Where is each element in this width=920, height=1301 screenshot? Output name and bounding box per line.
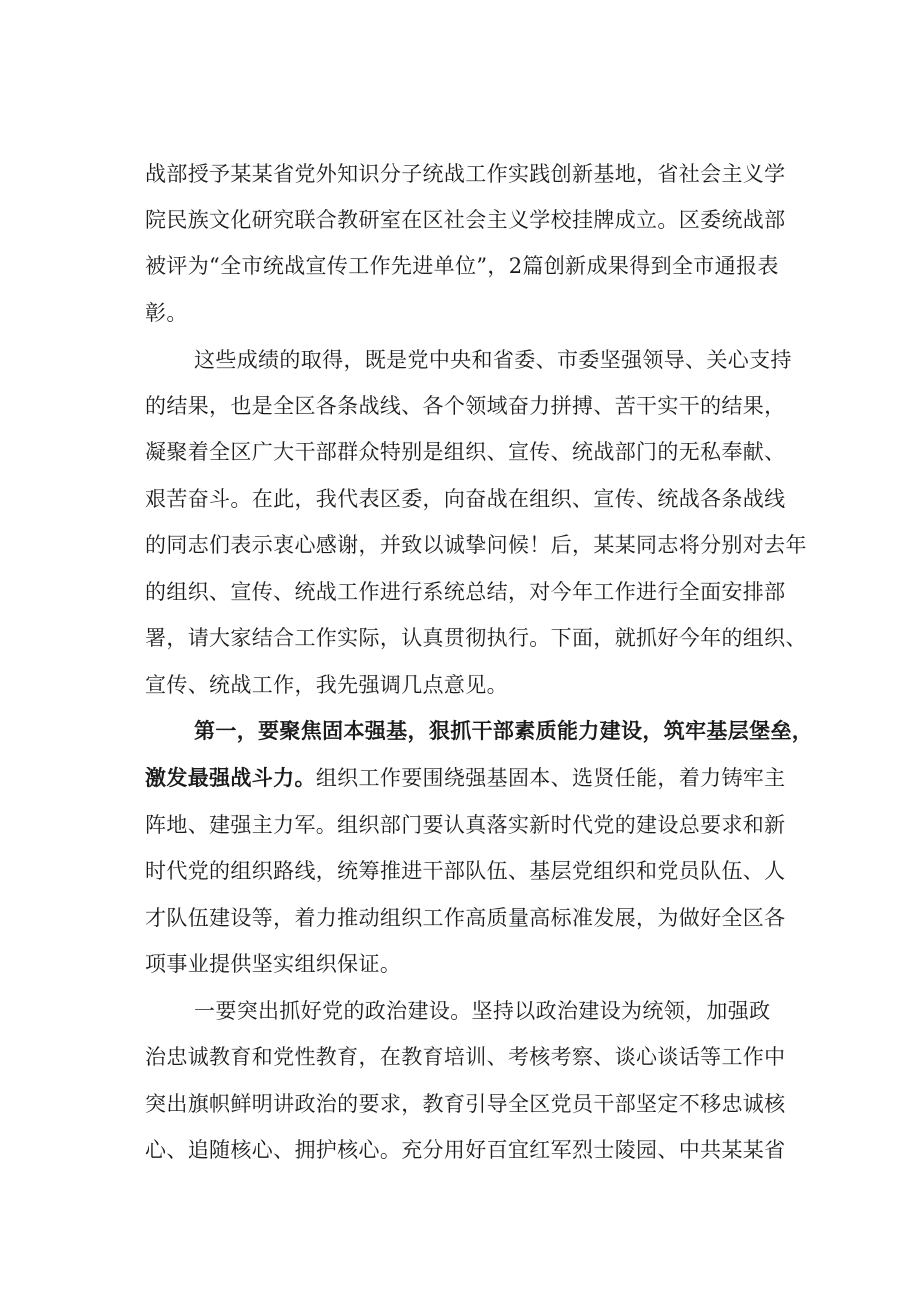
paragraph-3-heading-end: 激发最强战斗力。	[145, 765, 316, 790]
paragraph-1-line-3: 被评为“全市统战宣传工作先进单位”，2篇创新成果得到全市通报表	[145, 254, 779, 278]
paragraph-2-line-8: 宣传、统战工作，我先强调几点意见。	[145, 673, 508, 697]
paragraph-3-line-4: 时代党的组织路线，统筹推进干部队伍、基层党组织和党员队伍、人	[145, 859, 786, 883]
paragraph-1-line-2: 院民族文化研究联合教研室在区社会主义学校挂牌成立。区委统战部	[145, 208, 786, 232]
paragraph-4-line-2: 治忠诚教育和党性教育，在教育培训、考核考察、谈心谈话等工作中	[145, 1045, 786, 1069]
paragraph-3-line-2-text: 组织工作要围绕强基固本、选贤任能，着力铸牢主	[315, 766, 786, 790]
paragraph-4-line-3: 突出旗帜鲜明讲政治的要求，教育引导全区党员干部坚定不移忠诚核	[145, 1092, 786, 1116]
paragraph-2-line-1: 这些成绩的取得，既是党中央和省委、市委坚强领导、关心支持	[194, 348, 792, 372]
paragraph-4-line-4: 心、追随核心、拥护核心。充分用好百宜红军烈士陵园、中共某某省	[145, 1138, 786, 1162]
paragraph-3-line-5: 才队伍建设等，着力推动组织工作高质量高标准发展，为做好全区各	[145, 906, 786, 930]
paragraph-2-line-2: 的结果，也是全区各条战线、各个领域奋力拼搏、苦干实干的结果，	[145, 394, 786, 418]
paragraph-2-line-6: 的组织、宣传、统战工作进行系统总结，对今年工作进行全面安排部	[145, 580, 786, 604]
paragraph-3-line-2	[145, 763, 786, 793]
paragraph-3-line-6: 项事业提供坚实组织保证。	[145, 952, 402, 976]
paragraph-2-line-3: 凝聚着全区广大干部群众特别是组织、宣传、统战部门的无私奉献、	[145, 440, 786, 464]
paragraph-3-heading-line-1: 第一，要聚焦固本强基，狠抓干部素质能力建设，筑牢基层堡垒，	[194, 718, 814, 743]
paragraph-1-line-1: 战部授予某某省党外知识分子统战工作实践创新基地，省社会主义学	[145, 162, 786, 186]
paragraph-4-line-1: 一要突出抓好党的政治建设。坚持以政治建设为统领，加强政	[194, 999, 771, 1023]
paragraph-2-line-5: 的同志们表示衷心感谢，并致以诚挚问候！后，某某同志将分别对去年	[145, 533, 807, 557]
paragraph-2-line-4: 艰苦奋斗。在此，我代表区委，向奋战在组织、宣传、统战各条战线	[145, 487, 786, 511]
paragraph-1-line-4: 彰。	[145, 301, 188, 325]
paragraph-3-line-3: 阵地、建强主力军。组织部门要认真落实新时代党的建设总要求和新	[145, 813, 786, 837]
paragraph-2-line-7: 署，请大家结合工作实际，认真贯彻执行。下面，就抓好今年的组织、	[145, 626, 807, 650]
